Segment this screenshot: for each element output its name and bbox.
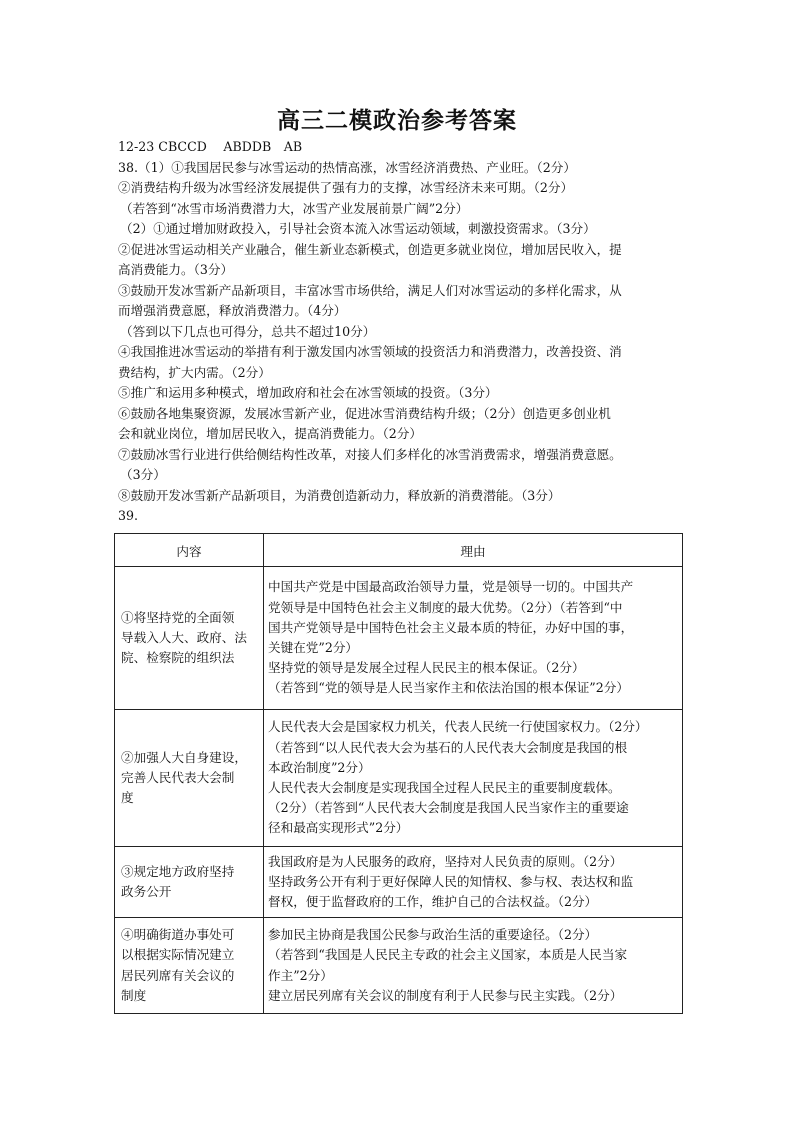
table-row xyxy=(115,710,683,847)
cell-line: 径和最高实现形式”2分） xyxy=(268,820,409,836)
table-row xyxy=(115,847,683,918)
answer-line: 高消费能力。（3分） xyxy=(118,262,234,277)
cell-line: ②加强人大自身建设， xyxy=(121,749,247,765)
cell-line: 政务公开 xyxy=(121,884,172,899)
answer-line: 39. xyxy=(118,508,139,523)
cell-line: 中国共产党是中国最高政治领导力量，党是领导一切的。中国共产 xyxy=(268,579,634,595)
cell-line: 制度 xyxy=(121,987,147,1003)
cell-line: 导载入人大、政府、法 xyxy=(121,629,247,645)
table-header-row xyxy=(115,534,683,567)
reason-cell xyxy=(264,847,683,918)
cell-line: 以根据实际情况建立 xyxy=(121,947,235,963)
cell-line: 度 xyxy=(121,790,134,806)
cell-line: 坚持党的领导是发展全过程人民民主的根本保证。（2分） xyxy=(268,660,585,676)
content-cell xyxy=(115,710,264,847)
cell-line: 坚持政务公开有利于更好保障人民的知情权、参与权、表达权和监 xyxy=(268,873,634,889)
answer-line: （答到以下几点也可得分，总共不超过10分） xyxy=(120,323,376,339)
cell-line: 居民列席有关会议的 xyxy=(121,967,235,983)
answer-line: 38.（1）①我国居民参与冰雪运动的热情高涨，冰雪经济消费热、产业旺。（2分） xyxy=(118,159,576,175)
answer-line: ⑦鼓励冰雪行业进行供给侧结构性改革，对接人们多样化的冰雪消费需求，增强消费意愿。 xyxy=(118,446,622,462)
content-cell xyxy=(115,847,264,918)
cell-line: 参加民主协商是我国公民参与政治生活的重要途径。（2分） xyxy=(268,927,598,943)
answer-line: ④我国推进冰雪运动的举措有利于激发国内冰雪领域的投资活力和消费潜力，改善投资、消 xyxy=(118,344,622,359)
cell-line: 完善人民代表大会制 xyxy=(121,769,235,785)
answer-line: 而增强消费意愿，释放消费潜力。（4分） xyxy=(118,303,347,318)
reason-cell xyxy=(264,567,683,710)
answer-line: ③鼓励开发冰雪新产品新项目，丰富冰雪市场供给，满足人们对冰雪运动的多样化需求，从 xyxy=(118,282,622,298)
answer-line: 12-23 CBCCD ABDDB AB xyxy=(118,139,303,154)
answer-line: ⑥鼓励各地集聚资源，发展冰雪新产业，促进冰雪消费结构升级；（2分）创造更多创业机 xyxy=(118,405,611,421)
cell-line: 党领导是中国特色社会主义制度的最大优势。（2分）（若答到“中 xyxy=(268,599,623,615)
reason-cell xyxy=(264,710,683,847)
answer-line: ⑧鼓励开发冰雪新产品新项目，为消费创造新动力，释放新的消费潜能。（3分） xyxy=(118,487,561,503)
cell-line: 院、检察院的组织法 xyxy=(121,650,235,666)
reason-cell xyxy=(264,918,683,1014)
content-cell xyxy=(115,567,264,710)
cell-line: 作主”2分） xyxy=(268,967,333,983)
cell-line: （若答到“我国是人民民主专政的社会主义国家，本质是人民当家 xyxy=(268,947,628,963)
cell-line: 我国政府是为人民服务的政府，坚持对人民负责的原则。（2分） xyxy=(268,853,623,869)
answer-line: （若答到“冰雪市场消费潜力大，冰雪产业发展前景广阔”2分） xyxy=(120,200,469,216)
answer-line: 会和就业岗位，增加居民收入，提高消费能力。（2分） xyxy=(118,426,422,441)
answer-table xyxy=(114,533,683,1014)
cell-line: （若答到“党的领导是人民当家作主和依法治国的根本保证”2分） xyxy=(268,680,629,696)
cell-line: （2分）（若答到“人民代表大会制度是我国人民当家作主的重要途 xyxy=(268,800,629,816)
cell-line: ③规定地方政府坚持 xyxy=(121,863,235,879)
answer-line: ②消费结构升级为冰雪经济发展提供了强有力的支撑，冰雪经济未来可期。（2分） xyxy=(118,180,574,195)
content-cell xyxy=(115,918,264,1014)
cell-line: 关键在党”2分） xyxy=(268,640,359,655)
header-reason: 理由 xyxy=(264,534,683,567)
cell-line: 本政治制度”2分） xyxy=(268,759,371,775)
answer-line: （2）①通过增加财政投入，引导社会资本流入冰雪运动领域，刺激投资需求。（3分） xyxy=(120,221,596,236)
table-row xyxy=(115,918,683,1014)
cell-line: （若答到“以人民代表大会为基石的人民代表大会制度是我国的根 xyxy=(268,739,628,755)
answer-line: （3分） xyxy=(120,467,166,482)
header-content: 内容 xyxy=(115,534,264,567)
cell-line: 人民代表大会制度是实现我国全过程人民民主的重要制度载体。 xyxy=(268,780,621,795)
cell-line: 国共产党领导是中国特色社会主义最本质的特征，办好中国的事， xyxy=(268,619,634,635)
answer-text xyxy=(118,137,688,527)
cell-line: 建立居民列席有关会议的制度有利于人民参与民主实践。（2分） xyxy=(268,987,623,1003)
cell-line: 督权，便于监督政府的工作，维护自己的合法权益。（2分） xyxy=(268,894,598,910)
cell-line: 人民代表大会是国家权力机关，代表人民统一行使国家权力。（2分） xyxy=(268,719,648,735)
answer-line: ⑤推广和运用多种模式，增加政府和社会在冰雪领域的投资。（3分） xyxy=(118,385,498,400)
page-title: 高三二模政治参考答案 xyxy=(277,108,517,134)
table-row xyxy=(115,567,683,710)
cell-line: ①将坚持党的全面领 xyxy=(121,609,235,625)
answer-line: 费结构，扩大内需。（2分） xyxy=(118,364,271,380)
answer-line: ②促进冰雪运动相关产业融合，催生新业态新模式，创造更多就业岗位，增加居民收入，提 xyxy=(118,241,622,257)
cell-line: ④明确街道办事处可 xyxy=(121,927,235,943)
